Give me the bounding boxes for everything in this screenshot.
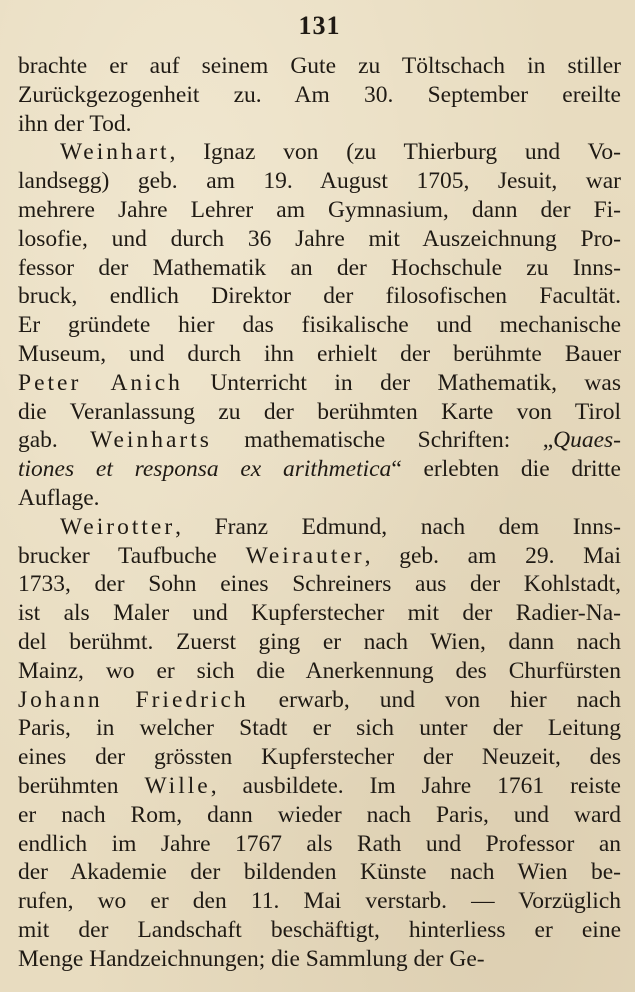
text-line bbox=[18, 398, 621, 427]
text-run: del berühmt. Zuerst ging er nach Wien, dann nach bbox=[18, 628, 621, 655]
text-line bbox=[18, 599, 621, 628]
text-line bbox=[18, 282, 621, 311]
text-run: eines der grössten Kupferstecher der Neuzeit, des bbox=[18, 744, 621, 771]
text-run: erwarb, und von hier nach bbox=[248, 686, 621, 713]
text-run: mehrere Jahre Lehrer am Gymnasium, dann der Fi- bbox=[18, 196, 621, 223]
text-line bbox=[18, 570, 621, 599]
text-line bbox=[18, 311, 621, 340]
spaced-name: Weirauter bbox=[245, 542, 365, 569]
text-run: Menge Handzeichnungen; die Sammlung der Ge- bbox=[18, 945, 485, 972]
text-line bbox=[18, 513, 621, 542]
text-line bbox=[18, 52, 621, 81]
text-line bbox=[18, 81, 621, 110]
text-run: brachte er auf seinem Gute zu Töltschach in stiller bbox=[18, 53, 621, 79]
text-run: berühmten bbox=[18, 772, 145, 799]
spaced-name: Wille bbox=[144, 772, 211, 799]
text-line bbox=[18, 858, 621, 887]
text-line bbox=[18, 369, 621, 398]
paragraph bbox=[18, 52, 621, 138]
text-line bbox=[18, 254, 621, 283]
text-line bbox=[18, 542, 621, 571]
text-line bbox=[18, 138, 621, 167]
text-run: die Veranlassung zu der berühmten Karte von Tirol bbox=[18, 398, 621, 425]
text-line bbox=[18, 801, 621, 830]
text-line bbox=[18, 426, 621, 455]
text-line bbox=[18, 225, 621, 254]
text-line bbox=[18, 830, 621, 859]
text-run: fessor der Mathematik an der Hochschule zu Inns- bbox=[18, 254, 621, 281]
text-run: “ erlebten die dritte bbox=[391, 456, 621, 483]
text-line bbox=[18, 772, 621, 801]
page-number: 131 bbox=[298, 11, 341, 40]
spaced-name: Johann Friedrich bbox=[18, 686, 249, 713]
text-line bbox=[18, 945, 621, 974]
text-run: , ausbildete. Im Jahre 1761 reiste bbox=[210, 772, 621, 799]
text-run: ihn der Tod. bbox=[18, 110, 132, 137]
spaced-name: Weirotter bbox=[60, 513, 176, 540]
text-run: Unterricht in der Mathematik, was bbox=[182, 369, 621, 396]
text-run: brucker Taufbuche bbox=[18, 542, 246, 569]
paragraph bbox=[18, 138, 621, 512]
text-run: gab. bbox=[18, 427, 91, 454]
italic-title: tiones et responsa ex arithmetica bbox=[18, 456, 392, 483]
text-run: Er gründete hier das fisikalische und mechanische bbox=[18, 312, 621, 339]
italic-title: Quaes- bbox=[553, 427, 621, 454]
text-run: landsegg) geb. am 19. August 1705, Jesuit, war bbox=[18, 168, 621, 195]
text-run: Museum, und durch ihn erhielt der berühmte Bauer bbox=[18, 340, 621, 367]
text-run: Paris, in welcher Stadt er sich unter der Leitung bbox=[18, 715, 621, 742]
text-line bbox=[18, 484, 621, 513]
text-run: , geb. am 29. Mai bbox=[364, 542, 621, 569]
text-run: bruck, endlich Direktor der filosofischen Facultät. bbox=[18, 283, 621, 310]
text-run: der Akademie der bildenden Künste nach Wien be- bbox=[18, 859, 621, 886]
text-run: , Franz Edmund, nach dem Inns- bbox=[175, 513, 621, 540]
text-line bbox=[18, 657, 621, 686]
spaced-name: Peter Anich bbox=[18, 369, 183, 396]
text-body bbox=[18, 52, 621, 974]
text-run: , Ignaz von (zu Thierburg und Vo- bbox=[169, 139, 621, 166]
text-run: mit der Landschaft beschäftigt, hinterliess er eine bbox=[18, 916, 621, 943]
text-run: losofie, und durch 36 Jahre mit Auszeichnung Pro- bbox=[18, 225, 621, 252]
text-run: Zurückgezogenheit zu. Am 30. September ereilte bbox=[18, 81, 621, 108]
text-line bbox=[18, 340, 621, 369]
text-run: mathematische Schriften: „ bbox=[211, 427, 554, 454]
spaced-name: Weinhart bbox=[60, 139, 170, 166]
text-line bbox=[18, 167, 621, 196]
text-line bbox=[18, 686, 621, 715]
text-line bbox=[18, 628, 621, 657]
text-run: ist als Maler und Kupferstecher mit der Radier-Na- bbox=[18, 600, 621, 627]
text-run: 1733, der Sohn eines Schreiners aus der Kohlstadt, bbox=[18, 571, 621, 598]
text-run: Auflage. bbox=[18, 484, 100, 511]
text-line bbox=[18, 887, 621, 916]
text-line bbox=[18, 110, 621, 139]
text-run: Mainz, wo er sich die Anerkennung des Churfürsten bbox=[18, 657, 621, 684]
paragraph bbox=[18, 513, 621, 974]
text-line bbox=[18, 455, 621, 484]
text-run: rufen, wo er den 11. Mai verstarb. — Vorzüglich bbox=[18, 888, 621, 915]
text-line bbox=[18, 196, 621, 225]
text-line bbox=[18, 916, 621, 945]
text-run: endlich im Jahre 1767 als Rath und Professor an bbox=[18, 830, 621, 857]
text-line bbox=[18, 743, 621, 772]
text-run: er nach Rom, dann wieder nach Paris, und ward bbox=[18, 801, 621, 828]
text-line bbox=[18, 714, 621, 743]
spaced-name: Weinharts bbox=[90, 427, 212, 454]
